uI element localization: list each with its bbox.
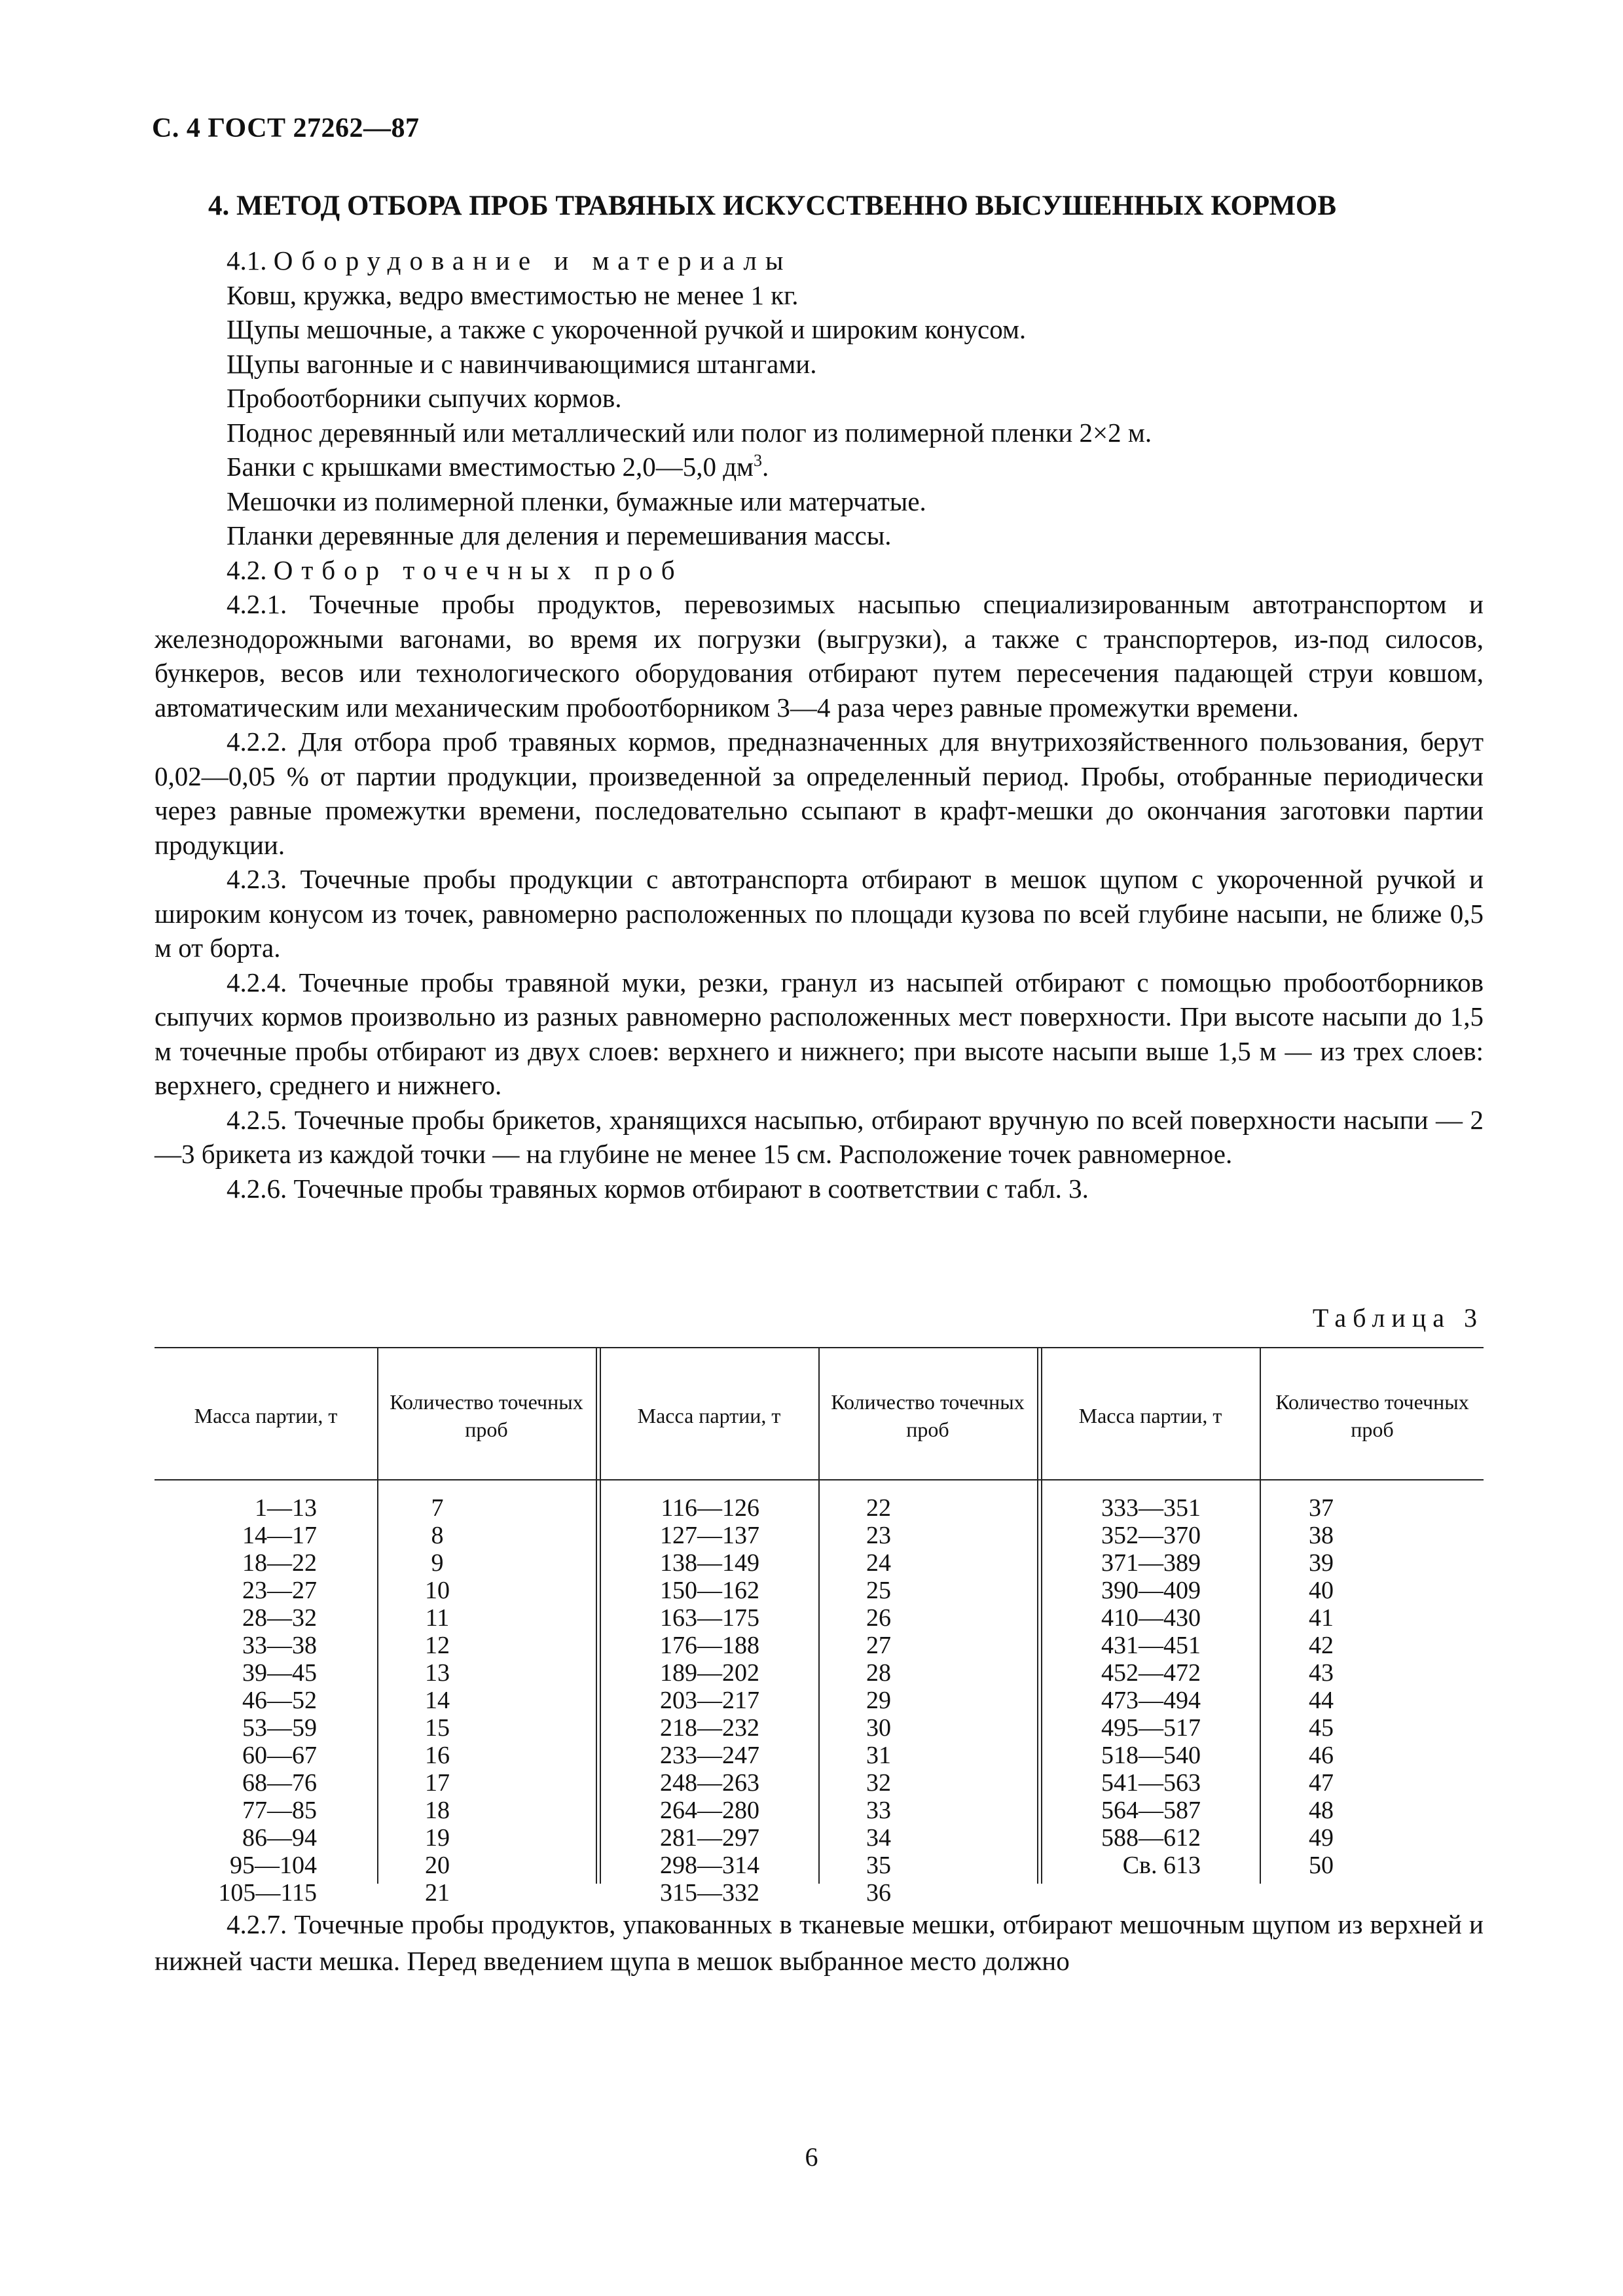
table-cell: 26 bbox=[866, 1604, 891, 1632]
table-cell: 25 bbox=[866, 1577, 891, 1604]
table-cell: 9 bbox=[431, 1549, 444, 1577]
table-cell: 12 bbox=[425, 1632, 450, 1659]
section-body bbox=[155, 243, 1484, 1206]
column-mass-1 bbox=[155, 1494, 317, 1907]
table-cell: 298—314 bbox=[660, 1852, 759, 1879]
table-cell: 203—217 bbox=[660, 1687, 759, 1714]
paragraph-4-2-3: 4.2.3. Точечные пробы продукции с автотранспорта отбирают в мешок щупом с укороченной ручкой и широким конусом из точек, равномерно расположенных по площади кузова по всей глубине насыпи, не ближе 0,5 м от борта. bbox=[155, 864, 1484, 963]
column-mass-2 bbox=[600, 1494, 759, 1907]
equipment-item: Банки с крышками вместимостью 2,0—5,0 $дм^3$. bbox=[227, 451, 769, 482]
table-cell: 48 bbox=[1309, 1797, 1334, 1824]
table-cell: 22 bbox=[866, 1494, 891, 1522]
equipment-item: Ковш, кружка, ведро вместимостью не менее 1 кг. bbox=[227, 279, 799, 310]
equipment-item: Щупы мешочные, а также с укороченной ручкой и широким конусом. bbox=[227, 314, 1027, 344]
equipment-item: Поднос деревянный или металлический или полог из полимерной пленки 2×2 м. bbox=[227, 417, 1152, 448]
paragraph-4-2-5: 4.2.5. Точечные пробы брикетов, хранящихся насыпью, отбирают вручную по всей поверхности насыпи — 2—3 брикета из каждой точки — на глубине не менее 15 см. Расположение точек равномерное. bbox=[155, 1104, 1484, 1169]
column-count-2 bbox=[820, 1494, 938, 1907]
table-cell: 518—540 bbox=[1101, 1742, 1201, 1769]
table-cell: 44 bbox=[1309, 1687, 1334, 1714]
equipment-item: Пробоотборники сыпучих кормов. bbox=[227, 383, 622, 413]
subsection-heading-4-2: 4.2. Отбор точечных проб bbox=[227, 554, 684, 585]
table-cell: 37 bbox=[1309, 1494, 1334, 1522]
table-cell: 352—370 bbox=[1101, 1522, 1201, 1549]
table-cell: 28 bbox=[866, 1659, 891, 1687]
table-cell: 19 bbox=[425, 1824, 450, 1852]
header-count-1: Количество точечных проб bbox=[390, 1390, 583, 1441]
table-cell: 49 bbox=[1309, 1824, 1334, 1852]
table-cell: 86—94 bbox=[242, 1824, 317, 1852]
table-cell: 13 bbox=[425, 1659, 450, 1687]
table-cell: 452—472 bbox=[1101, 1659, 1201, 1687]
table-cell: 23—27 bbox=[242, 1577, 317, 1604]
table-cell: 17 bbox=[425, 1769, 450, 1797]
table-cell: 431—451 bbox=[1101, 1632, 1201, 1659]
table-cell: 40 bbox=[1309, 1577, 1334, 1604]
table-cell: 16 bbox=[425, 1742, 450, 1769]
table-cell: 32 bbox=[866, 1769, 891, 1797]
paragraph-4-2-7: 4.2.7. Точечные пробы продуктов, упакованных в тканевые мешки, отбирают мешочным щупом из верхней и нижней части мешка. Перед введением щупа в мешок выбранное место должно bbox=[155, 1909, 1484, 1976]
table-3 bbox=[155, 1347, 1484, 1907]
table-cell: 1—13 bbox=[255, 1494, 317, 1522]
table-cell: 46 bbox=[1309, 1742, 1334, 1769]
table-cell: 77—85 bbox=[242, 1797, 317, 1824]
equipment-item: Щупы вагонные и с навинчивающимися штангами. bbox=[227, 348, 817, 379]
table-cell: 105—115 bbox=[218, 1879, 317, 1907]
table-cell: 150—162 bbox=[660, 1577, 759, 1604]
table-label: Таблица 3 bbox=[1312, 1303, 1484, 1333]
table-cell: 38 bbox=[1309, 1522, 1334, 1549]
table-cell: 60—67 bbox=[242, 1742, 317, 1769]
table-cell: 138—149 bbox=[660, 1549, 759, 1577]
column-count-3 bbox=[1261, 1494, 1381, 1879]
header-mass-2: Масса партии, т bbox=[637, 1404, 781, 1427]
table-cell: 41 bbox=[1309, 1604, 1334, 1632]
table-cell: 10 bbox=[425, 1577, 450, 1604]
table-cell: 588—612 bbox=[1101, 1824, 1201, 1852]
table-cell: 34 bbox=[866, 1824, 891, 1852]
table-cell: 29 bbox=[866, 1687, 891, 1714]
table-cell: 218—232 bbox=[660, 1714, 759, 1742]
table-cell: 233—247 bbox=[660, 1742, 759, 1769]
table-cell: 7 bbox=[431, 1494, 444, 1522]
table-cell: 33 bbox=[866, 1797, 891, 1824]
header-mass-1: Масса партии, т bbox=[194, 1404, 338, 1427]
table-cell: 333—351 bbox=[1101, 1494, 1201, 1522]
table-cell: 264—280 bbox=[660, 1797, 759, 1824]
table-cell: 410—430 bbox=[1101, 1604, 1201, 1632]
table-cell: 28—32 bbox=[242, 1604, 317, 1632]
continuation bbox=[155, 1906, 1484, 1979]
table-cell: 95—104 bbox=[230, 1852, 317, 1879]
table-cell: Св. 613 bbox=[1122, 1852, 1201, 1879]
page-number: 6 bbox=[805, 2142, 818, 2172]
table-cell: 116—126 bbox=[661, 1494, 759, 1522]
table-cell: 33—38 bbox=[242, 1632, 317, 1659]
table-cell: 315—332 bbox=[660, 1879, 759, 1907]
table-cell: 15 bbox=[425, 1714, 450, 1742]
table-cell: 42 bbox=[1309, 1632, 1334, 1659]
table-cell: 14—17 bbox=[242, 1522, 317, 1549]
table-cell: 281—297 bbox=[660, 1824, 759, 1852]
header-mass-3: Масса партии, т bbox=[1078, 1404, 1222, 1427]
table-cell: 248—263 bbox=[660, 1769, 759, 1797]
table-cell: 8 bbox=[431, 1522, 444, 1549]
table-cell: 14 bbox=[425, 1687, 450, 1714]
table-cell: 18—22 bbox=[242, 1549, 317, 1577]
section-title: 4. МЕТОД ОТБОРА ПРОБ ТРАВЯНЫХ ИСКУССТВЕННО ВЫСУШЕННЫХ КОРМОВ bbox=[208, 190, 1337, 221]
equipment-item: Мешочки из полимерной пленки, бумажные или матерчатые. bbox=[227, 486, 926, 516]
table-cell: 27 bbox=[866, 1632, 891, 1659]
paragraph-4-2-6: 4.2.6. Точечные пробы травяных кормов отбирают в соответствии с табл. 3. bbox=[227, 1173, 1089, 1204]
table-cell: 36 bbox=[866, 1879, 891, 1907]
column-count-1 bbox=[378, 1494, 496, 1907]
table-cell: 35 bbox=[866, 1852, 891, 1879]
table-cell: 45 bbox=[1309, 1714, 1334, 1742]
table-cell: 21 bbox=[425, 1879, 450, 1907]
paragraph-4-2-4: 4.2.4. Точечные пробы травяной муки, резки, гранул из насыпей отбирают с помощью пробоотборников сыпучих кормов произвольно из разных равномерно расположенных мест поверхности. При высоте насыпи до 1,5 м точечные пробы отбирают из двух слоев: верхнего и нижнего; при высоте насыпи выше 1,5 м — из трех слоев: верхнего, среднего и нижнего. bbox=[155, 967, 1484, 1100]
table-cell: 39—45 bbox=[242, 1659, 317, 1687]
table-cell: 390—409 bbox=[1101, 1577, 1201, 1604]
table-cell: 43 bbox=[1309, 1659, 1334, 1687]
table-cell: 31 bbox=[866, 1742, 891, 1769]
table-cell: 53—59 bbox=[242, 1714, 317, 1742]
table-cell: 18 bbox=[425, 1797, 450, 1824]
table-cell: 495—517 bbox=[1101, 1714, 1201, 1742]
table-cell: 371—389 bbox=[1101, 1549, 1201, 1577]
table-cell: 564—587 bbox=[1101, 1797, 1201, 1824]
column-mass-3 bbox=[1041, 1494, 1201, 1879]
table-cell: 189—202 bbox=[660, 1659, 759, 1687]
table-cell: 39 bbox=[1309, 1549, 1334, 1577]
table-cell: 541—563 bbox=[1101, 1769, 1201, 1797]
table-cell: 163—175 bbox=[660, 1604, 759, 1632]
table-cell: 24 bbox=[866, 1549, 891, 1577]
table-cell: 23 bbox=[866, 1522, 891, 1549]
paragraph-4-2-1: 4.2.1. Точечные пробы продуктов, перевозимых насыпью специализированным автотранспортом и железнодорожными вагонами, во время их погрузки (выгрузки), а также с транспортеров, из-под силосов, бункеров, весов или технологического оборудования отбирают путем пересечения падающей струи ковшом, автоматическим или механическим пробоотборником 3—4 раза через равные промежутки времени. bbox=[155, 589, 1484, 723]
equipment-item: Планки деревянные для деления и перемешивания массы. bbox=[227, 520, 892, 550]
table-cell: 176—188 bbox=[660, 1632, 759, 1659]
running-head: С. 4 ГОСТ 27262—87 bbox=[152, 113, 420, 143]
table-cell: 30 bbox=[866, 1714, 891, 1742]
paragraph-4-2-2: 4.2.2. Для отбора проб травяных кормов, предназначенных для внутрихозяйственного пользования, берут 0,02—0,05 % от партии продукции, произведенной за определенный период. Пробы, отобранные периодически через равные промежутки времени, последовательно ссыпают в крафт-мешки до окончания заготовки партии продукции. bbox=[155, 726, 1484, 860]
table-cell: 473—494 bbox=[1101, 1687, 1201, 1714]
table-cell: 50 bbox=[1309, 1852, 1334, 1879]
table-cell: 11 bbox=[425, 1604, 450, 1632]
table-cell: 127—137 bbox=[660, 1522, 759, 1549]
table-cell: 46—52 bbox=[242, 1687, 317, 1714]
subsection-heading-4-1: 4.1. Оборудование и материалы bbox=[227, 245, 792, 276]
table-cell: 20 bbox=[425, 1852, 450, 1879]
table-cell: 68—76 bbox=[242, 1769, 317, 1797]
header-count-2: Количество точечных проб bbox=[831, 1390, 1025, 1441]
header-count-3: Количество точечных проб bbox=[1275, 1390, 1469, 1441]
table-cell: 47 bbox=[1309, 1769, 1334, 1797]
